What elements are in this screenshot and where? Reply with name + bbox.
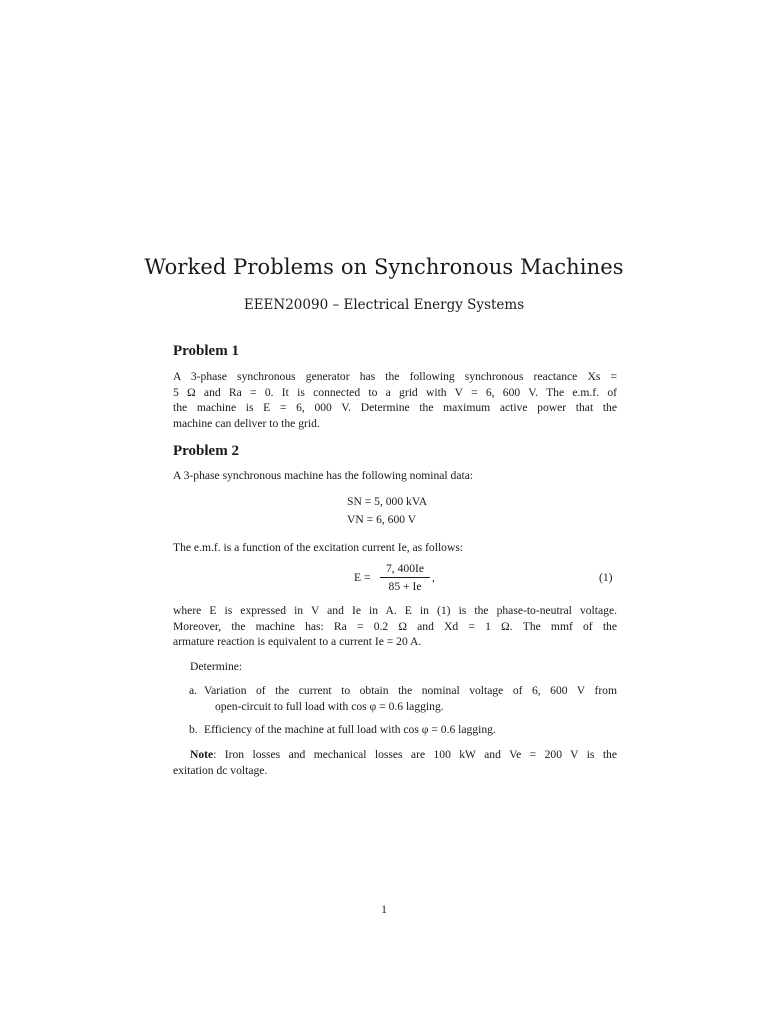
document-subtitle: EEEN20090 – Electrical Energy Systems [243, 297, 525, 313]
after-eq-line: where E is expressed in V and Ie in A. E in (1) is the phase-to-neutral voltage. [173, 604, 617, 617]
equation-lhs: E = [354, 571, 371, 584]
problem-1-heading: Problem 1 [173, 343, 239, 359]
page-number: 1 [381, 903, 387, 916]
equation-comma: , [432, 571, 435, 584]
list-item-line: open-circuit to full load with cos φ = 0.6 lagging. [215, 699, 444, 713]
problem-1-line: the machine is E = 6, 000 V. Determine the maximum active power that the [173, 401, 617, 414]
problem-2-intro [173, 468, 617, 484]
after-equation-text [173, 603, 617, 650]
problem-1-text [173, 369, 617, 431]
list-item [189, 683, 617, 715]
list-item-body [204, 683, 617, 714]
note-line-text: : Iron losses and mechanical losses are 100 kW and Ve = 200 V is the [213, 748, 617, 761]
nominal-power: SN = 5, 000 kVA [347, 495, 428, 508]
document-title: Worked Problems on Synchronous Machines [144, 255, 624, 279]
determine-text [173, 659, 617, 675]
equation-label: (1) [599, 571, 613, 584]
problem-1-line: 5 Ω and Ra = 0. It is connected to a grid with V = 6, 600 V. The e.m.f. of [173, 385, 617, 399]
equation-denominator: 85 + Ie [388, 580, 422, 593]
list-item-body [204, 722, 617, 738]
problem-2-heading: Problem 2 [173, 443, 239, 459]
equation-fraction [380, 562, 430, 593]
emf-intro [173, 540, 617, 556]
note-label: Note [190, 748, 214, 761]
list-item [189, 722, 617, 738]
note-line [173, 747, 617, 763]
equation-numerator: 7, 400Ie [386, 562, 424, 575]
determine-line: Determine: [190, 660, 243, 673]
after-eq-line: armature reaction is equivalent to a current Ie = 20 A. [173, 635, 422, 648]
problem-1-line: machine can deliver to the grid. [173, 416, 320, 430]
fraction-bar [380, 577, 430, 578]
after-eq-line: Moreover, the machine has: Ra = 0.2 Ω and Xd = 1 Ω. The mmf of the [173, 619, 617, 633]
problem-2-intro-line: A 3-phase synchronous machine has the following nominal data: [173, 469, 474, 482]
list-item-marker: b. [189, 723, 198, 736]
note-text [173, 747, 617, 778]
nominal-voltage: VN = 6, 600 V [347, 513, 417, 526]
list-item-line: Efficiency of the machine at full load with cos φ = 0.6 lagging. [204, 723, 496, 736]
note-line: exitation dc voltage. [173, 763, 268, 777]
emf-intro-line: The e.m.f. is a function of the excitation current Ie, as follows: [173, 541, 464, 554]
problem-1-line: A 3-phase synchronous generator has the following synchronous reactance Xs = [173, 370, 617, 383]
list-item-marker: a. [189, 684, 198, 697]
list-item-line: Variation of the current to obtain the nominal voltage of 6, 600 V from [204, 684, 617, 697]
